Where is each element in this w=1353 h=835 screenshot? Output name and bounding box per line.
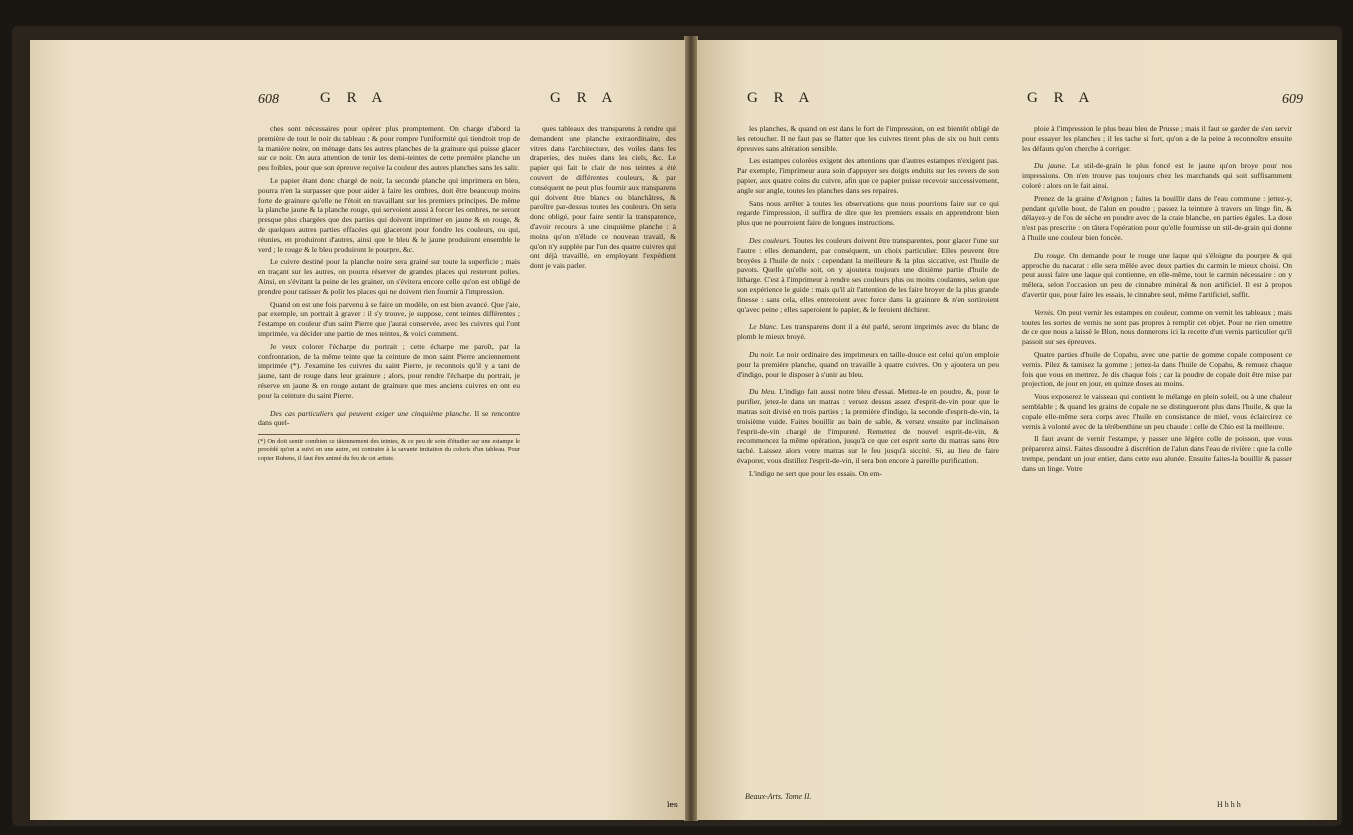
paragraph: Vous exposerez le vaisseau qui contient le mélange en plein soleil, ou à une chaleur semblable ; & quand les grains de copale ne se distingueront plus dans l'huile, & que la copale elle-même sera corps avec l'huile en consistance de miel, vous éclaircirez ce vernis à volonté avec de la térébenthine un peu chaude : celle de Chio est la meilleure. [1022, 392, 1292, 431]
right-page [697, 40, 1337, 820]
paragraph: ploie à l'impression le plus beau bleu de Prusse ; mais il faut se garder de s'en servir pour essayer les planches ; il les tache si fort, qu'on a de la peine à reconnoître ensuite les défauts qu'on cherche à corriger. [1022, 124, 1292, 153]
section-paragraph [1022, 161, 1292, 190]
book-spread [12, 26, 1342, 826]
column-left-2 [530, 124, 676, 274]
column-left-1 [258, 124, 520, 463]
section-title: Du rouge. [1034, 250, 1066, 260]
section-paragraph [1022, 308, 1292, 347]
paragraph: ches sont nécessaires pour opérer plus promptement. On charge d'abord la première de tout le noir du tableau : & pour rompre l'uniformité qui tiendroit trop de la manière noire, on ménage dans les autres planches de la grainure qui puisse glacer sur ce noir. On aura attention de tenir les demi-teintes de cette première planche un peu foibles, pour que son épreuve reçoive la couleur des autres planches sans les salir. [258, 124, 520, 173]
paragraph: Je veux colorer l'écharpe du portrait ; cette écharpe me paroît, par la confrontation, de la même teinte que la ceinture de mon saint Pierre anciennement imprimée (*). J'examine les cuivres du saint Pierre, je reconnois qu'il y a tant de jaune, tant de rouge dans leur grainure ; alors, pour rendre l'écharpe du portrait, je réserve en jaune & en rouge autant de grainure que mes anciens cuivres en ont eu pour la ceinture du saint Pierre. [258, 341, 520, 400]
paragraph: L'indigo ne sert que pour les essais. On em- [749, 468, 882, 478]
paragraph: Le papier étant donc chargé de noir, la seconde planche qui imprimera en bleu, pourra n'en la surpasser que pour aider à faire les ombres, doit être beaucoup moins forte de grainure qu'elle ne l'étoit en travaillant sur les premiers principes. De même la planche jaune & la planche rouge, qui servoient aussi à forcer les ombres, ne seront presque plus chargées que des parties qui doivent imprimer en jaune & en rouge, & de quelques autres parties effacées qui glaceront pour fondre les couleurs, ou qui, réunies, en produiront d'autres, ainsi que le bleu & le jaune produiront ensemble le verd ; le rouge & le bleu produiront le pourpre, &c. [258, 175, 520, 254]
section-title: Vernis. [1034, 307, 1055, 317]
paragraph: Il faut avant de vernir l'estampe, y passer une légère colle de poisson, que vous préparerez ainsi. Faites dissoudre à discrétion de l'alun dans l'eau de rivière : que la colle trempe, pendant un jour entier, dans cette eau alunée. Ensuite faites-la bouillir & passer dans un linge. Votre [1022, 434, 1292, 473]
running-head: G R A [550, 90, 619, 106]
section-title: Du bleu. [749, 387, 777, 397]
paragraph: Prenez de la graine d'Avignon ; faites la bouillir dans de l'eau commune : jettez-y, pendant qu'elle bout, de l'alun en poudre ; passez la teinture à travers un linge fin, & délayez-y de l'os de sèche en poudre avec de la craie blanche, en parties égales. La dose n'est pas prescrite : on tâtera l'opération pour qu'elle fournisse un stil-de-grain qui donne à l'huile une couleur bien foncée. [1022, 193, 1292, 242]
section-paragraph [1022, 251, 1292, 300]
section-title: Du noir. [749, 349, 775, 359]
section-paragraph [737, 236, 999, 314]
footnote: (*) On doit sentir combien ce tâtonnement des teintes, & ce peu de soin d'étudier sur une estampe le procédé qu'on a suivi en une autre, est contraire à la savante imitation du coloris d'un tableau. Pour copier Rubens, il faut être animé du feu de cet artiste. [258, 434, 520, 463]
section-text: L'indigo fait aussi notre bleu d'essai. Mettez-le en poudre, &, pour le purifier, jetez-le dans un matras : versez dessus assez d'esprit-de-vin pour que le matras soit divisé en trois parties ; la première d'indigo, la seconde d'esprit-de-vin, la troisième vuide. Faites bouillir au bain de sable, & versez ensuite par inclinaison l'esprit-de-vin chargé de l'impureté. Remettez de nouvel esprit-de-vin, & recommencez la même opération, jusqu'à ce que cet esprit sorte du matras sans être taché. Laissez alors votre matras sur le feu jusqu'à siccité. Si, au lieu de faire évaporer, vous distillez l'esprit-de-vin, il sera bon encore à pareille purification. [737, 387, 999, 465]
page-number-left: 608 [258, 92, 279, 107]
paragraph: ques tableaux des transparens à rendre qui demandent une planche extraordinaire, des vitres dans l'architecture, des voiles dans les draperies, des nuées dans les ciels, &c. Le papier qui fait le clair de nos teintes a été couvert de différentes couleurs, & par conséquent ne peut plus fournir aux transparens qui doivent être blancs ou blanchâtres, & paroître par-dessus toutes les couleurs. On sera donc obligé, pour faire sentir la transparence, d'avoir recours à une cinquième planche : à moins qu'on n'élude ce nouveau travail, & qu'on n'y supplée par l'un des quatre cuivres qui ont déjà travaillé, en employant l'expédient dont je vais parler. [530, 124, 676, 271]
section-text: Toutes les couleurs doivent être transparentes, pour glacer l'une sur l'autre : elles demandent, par conséquent, un choix particulier. Elles peuvent être broyées à l'huile de noix : cependant la meilleure & la plus siccative, est l'huile de pavots. Quelle qu'elle soit, on y ajoutera toujours une dixième partie d'huile de litharge. C'est à l'imprimeur à rendre ses couleurs plus ou moins coulantes, selon que son expérience le guide : mais qu'il ait l'attention de les faire broyer de la plus grande finesse : sans cela, elles entreroient avec force dans la grainure & n'en sortiroient qu'avec peine ; elles saperoient le papier, & le feroient déchirer. [737, 235, 999, 314]
paragraph: Les estampes colorées exigent des attentions que d'autres estampes n'exigent pas. Par exemple, l'imprimeur aura soin d'appuyer ses doigts enduits sur les revers de son papier, aux quatre coins du cuivre, afin que ce papier puisse recevoir successivement, angle sur angle, toutes les planches dans ses repaires. [737, 156, 999, 195]
running-head: G R A [747, 90, 816, 106]
section-text: Le noir ordinaire des imprimeurs en taille-douce est celui qu'on emploie pour la première planche, quand on travaille à quatre cuivres. On y ajoutera un peu d'indigo, pour le disposer à s'unir au bleu. [737, 349, 999, 379]
running-head: G R A [1027, 90, 1096, 106]
section-title: Des cas particuliers qui peuvent exiger une cinquième planche. [270, 408, 472, 418]
column-right-2 [1022, 124, 1292, 477]
book-gutter [684, 36, 698, 821]
paragraph: les planches, & quand on est dans le fort de l'impression, on est bientôt obligé de les retoucher. Il ne faut pas se flatter que les cuivres tirent plus de six ou huit cents épreuves sans altération sensible. [737, 124, 999, 153]
catchword: les [667, 800, 678, 809]
section-title: Des couleurs. [749, 235, 792, 245]
section-title: Le blanc. [749, 322, 779, 332]
section-paragraph [737, 350, 999, 379]
gathering-signature: H h h h [1217, 800, 1241, 809]
section-text: Il se rencontre dans quel- [258, 408, 520, 428]
signature-line: Beaux-Arts. Tome II. [745, 792, 812, 801]
paragraph: Sans nous arrêter à toutes les observations que nous pourrions faire sur ce qui regarde l'impression, il suffira de dire que les premiers essais en apprendront bien plus que ne pourroient faire de longues instructions. [737, 198, 999, 228]
section-text: On demande pour le rouge une laque qui s'éloigne du pourpre & qui approche du nacarat : elle sera mêlée avec deux parties du carmin le mieux choisi. On peut aussi faire une laque qui contienne, en elle-même, tout le carmin nécessaire : on y mêlera, selon l'occasion un peu de cinnabre minéral & non artificiel. Il est à propos d'avertir que, pour faire les essais, le cinnabre seul, même l'artificiel, suffit. [1022, 250, 1292, 299]
column-right-1 [737, 124, 999, 482]
section-paragraph [737, 387, 999, 465]
section-paragraph [258, 409, 520, 429]
paragraph: Le cuivre destiné pour la planche noire sera grainé sur toute la superficie ; mais en traçant sur les autres, on pourra réserver de grandes places qui resteront polies. Ainsi, en s'évitant la peine de les grainer, on s'évitera encore celle qu'on est obligé de prendre pour ratisser & polir les places qui ne doivent rien fournir à l'impression. [258, 257, 520, 296]
paragraph: Quatre parties d'huile de Copahu, avec une partie de gomme copale composent ce vernis. Pilez & tamisez la gomme ; jettez-la dans l'huile de Copahu, & remuez chaque fois que vous en mettrez. Je dis chaque fois ; car la poudre de copale doit être mise par projection, de jour en jour, en quinze doses au moins. [1022, 349, 1292, 389]
section-paragraph [737, 322, 999, 342]
page-number-right: 609 [1282, 92, 1303, 107]
section-text: Les transparens dont il a été parlé, seront imprimés avec du blanc de plomb le mieux broyé. [737, 322, 999, 342]
section-text: Le stil-de-grain le plus foncé est le jaune qu'on broye pour nos impressions. On n'en trouve pas toujours chez les marchands qui soit suffisamment coloré : alors on le fait ainsi. [1022, 161, 1292, 190]
left-page [30, 40, 685, 820]
section-title: Du jaune. [1034, 161, 1067, 171]
paragraph: Quand on est une fois parvenu à se faire un modèle, on est bien avancé. Que j'aie, par exemple, un portrait à graver : il s'y trouve, je suppose, cent teintes différentes ; l'estampe en couleur d'un saint Pierre que j'aurai conservée, avec les cuivres qui l'ont imprimée, va décider une partie de mes teintes, & voici comment. [258, 299, 520, 338]
running-head: G R A [320, 90, 389, 106]
section-text: On peut vernir les estampes en couleur, comme on vernit les tableaux ; mais toutes les sortes de vernis ne sont pas propres à remplir cet objet. Pour ne rien omettre de ce que nous a laissé le Blon, nous donnerons ici la recette d'un vernis particulier qu'il passoit sur ses épreuves. [1022, 307, 1292, 347]
